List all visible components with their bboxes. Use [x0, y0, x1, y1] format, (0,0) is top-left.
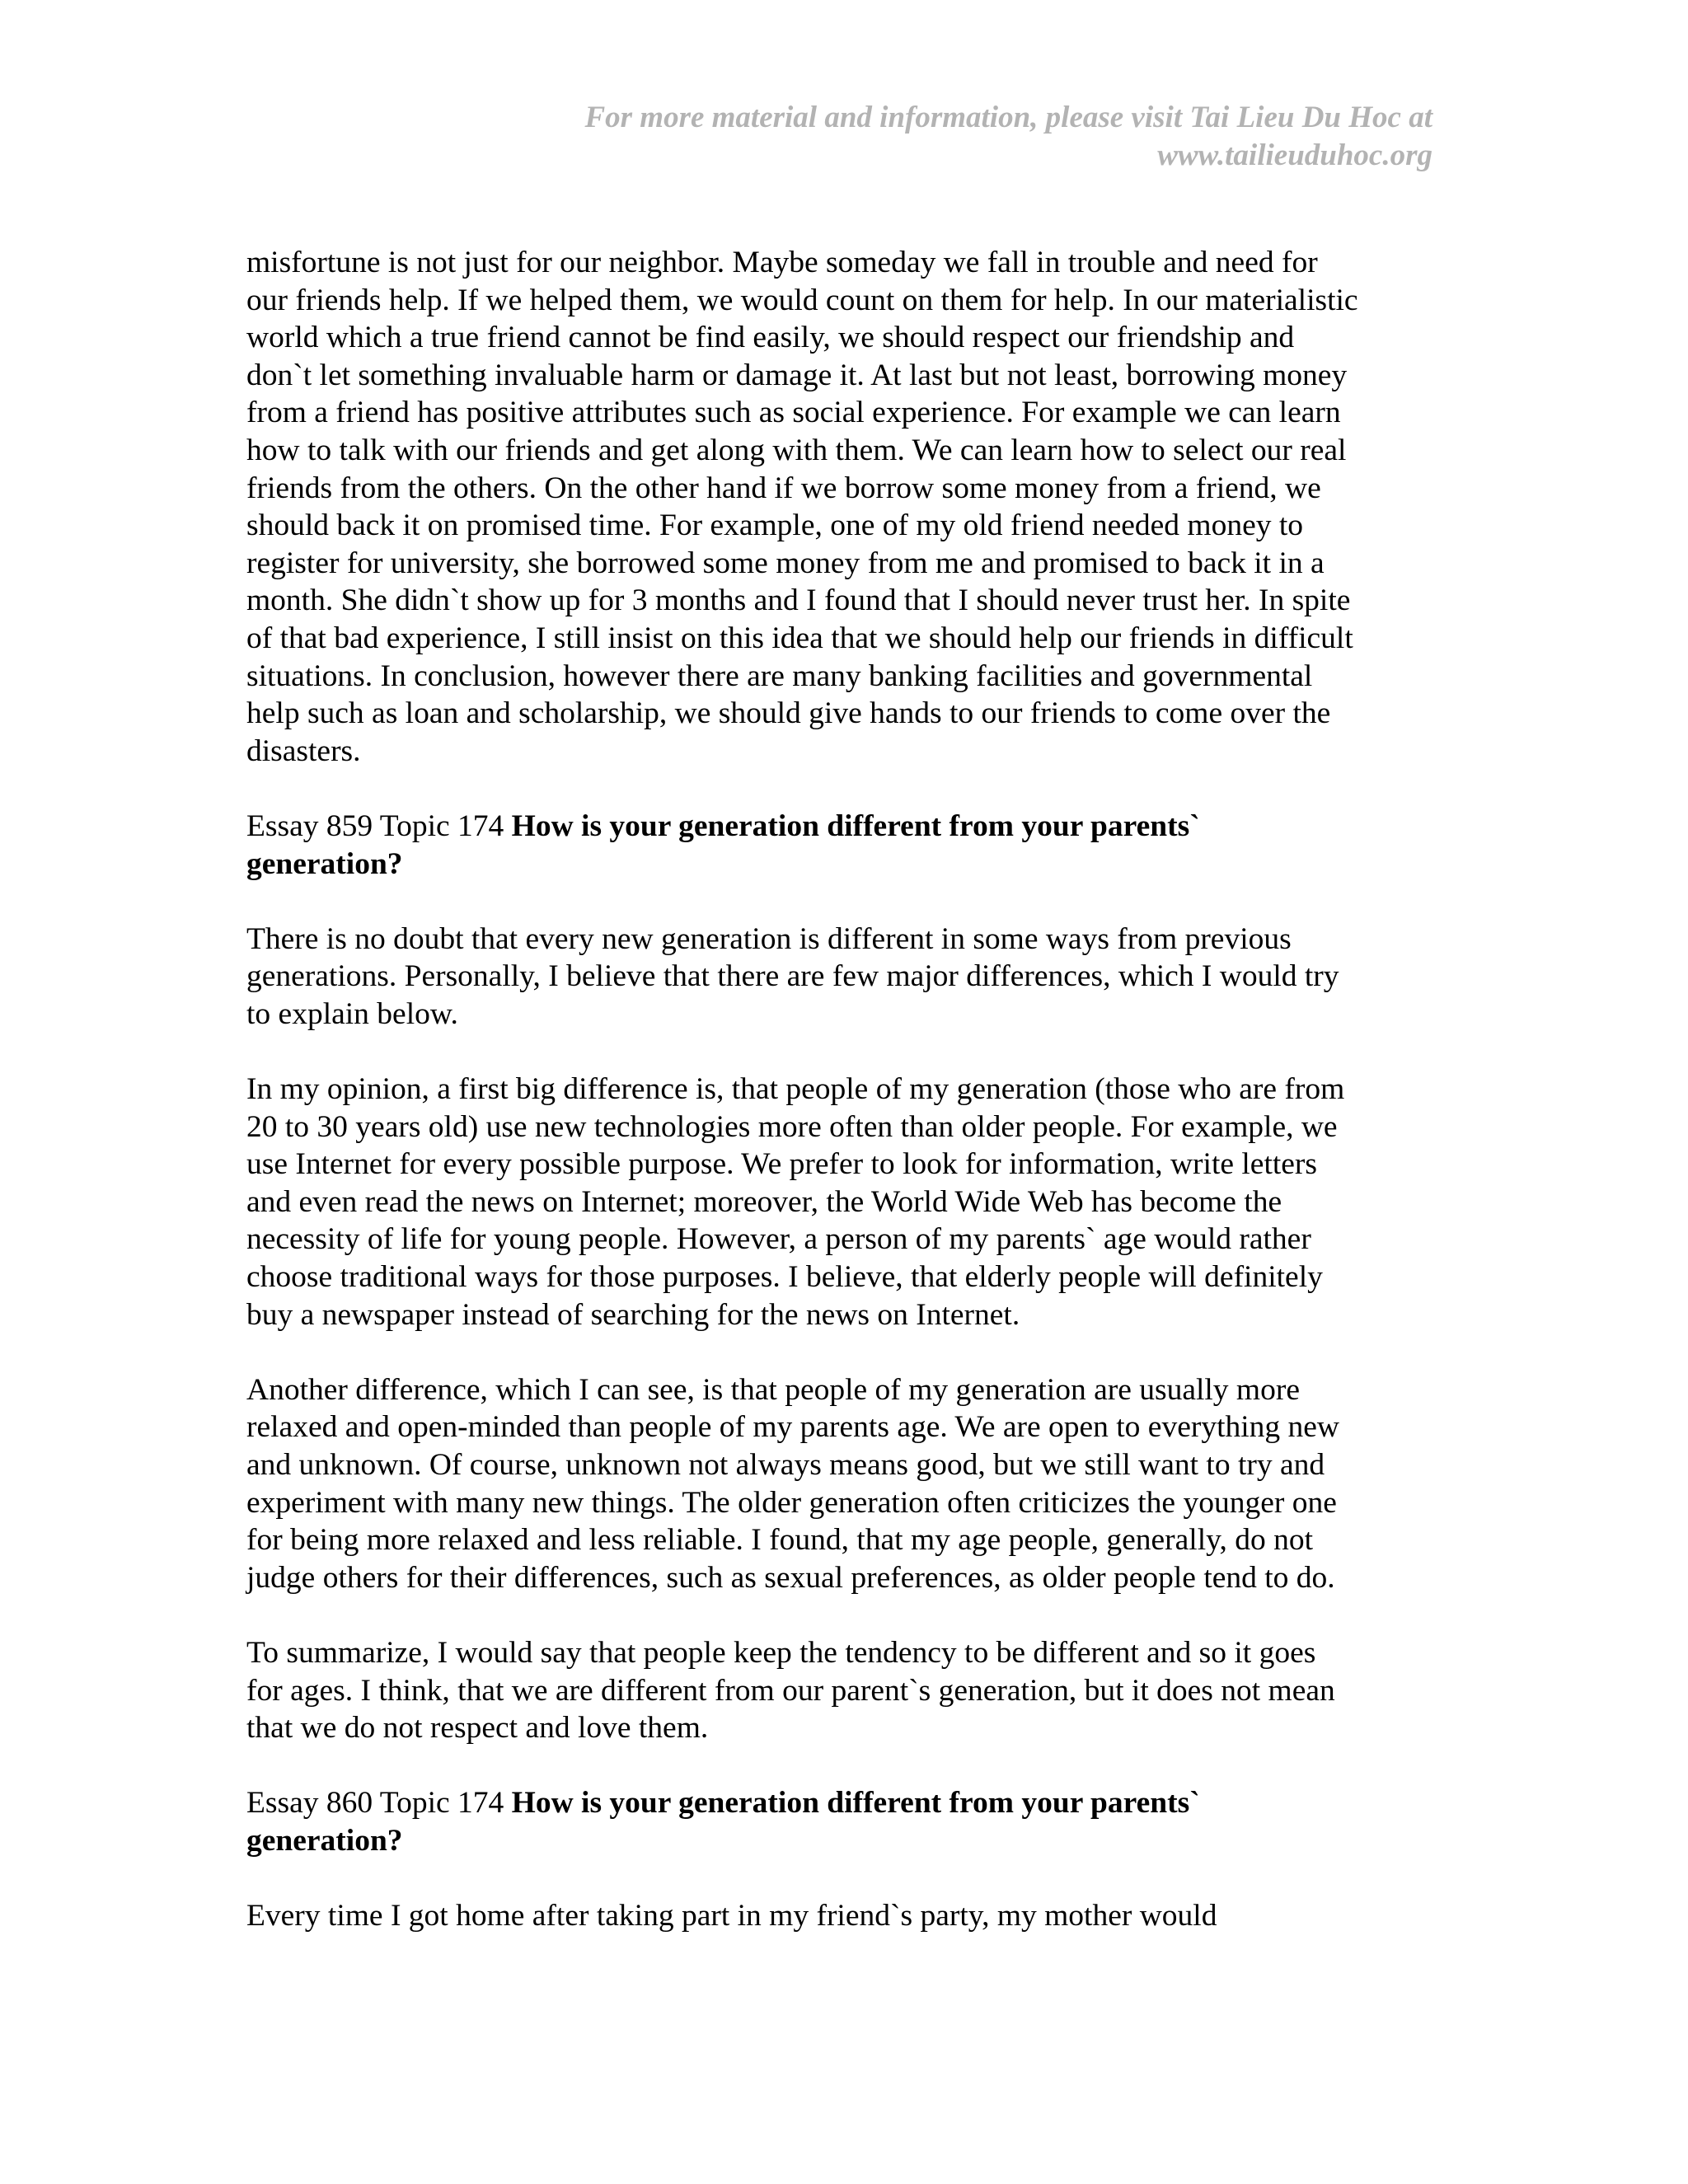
- header-line-1: For more material and information, please visit Tai Lieu Du Hoc at: [584, 101, 1432, 134]
- paragraph: [246, 1371, 1442, 1597]
- essay-label: Essay 859 Topic 174: [246, 808, 512, 843]
- text-line: world which a true friend cannot be find easily, we should respect our friendship and: [246, 321, 1295, 355]
- text-line: misfortune is not just for our neighbor. Maybe someday we fall in trouble and need for: [246, 246, 1318, 279]
- topic-title: How is your generation different from your parents`: [511, 808, 1200, 843]
- text-line: buy a newspaper instead of searching for the news on Internet.: [246, 1297, 1020, 1332]
- text-line: register for university, she borrowed some money from me and promised to back it in a: [246, 546, 1325, 580]
- text-line: of that bad experience, I still insist on this idea that we should help our friends in difficult: [246, 621, 1353, 655]
- text-line: disasters.: [246, 733, 361, 768]
- text-line: should back it on promised time. For example, one of my old friend needed money to: [246, 509, 1304, 543]
- text-line: don`t let something invaluable harm or damage it. At last but not least, borrowing money: [246, 358, 1348, 392]
- topic-title-continued: generation?: [246, 846, 403, 881]
- paragraph: [246, 921, 1442, 1033]
- essay-heading: [246, 1784, 1442, 1859]
- paragraph: [246, 244, 1442, 770]
- text-line: for being more relaxed and less reliable. I found, that my age people, generally, do not: [246, 1523, 1313, 1558]
- text-line: generations. Personally, I believe that there are few major differences, which I would try: [246, 959, 1339, 994]
- text-line: judge others for their differences, such as sexual preferences, as older people tend to do.: [246, 1560, 1335, 1595]
- essay-heading-line: [246, 1784, 1442, 1822]
- text-line: and even read the news on Internet; moreover, the World Wide Web has become the: [246, 1184, 1282, 1219]
- essay-label: Essay 860 Topic 174: [246, 1786, 512, 1821]
- text-line: Every time I got home after taking part in my friend`s party, my mother would: [246, 1899, 1217, 1933]
- text-line: 20 to 30 years old) use new technologies more often than older people. For example, we: [246, 1109, 1338, 1144]
- text-line: relaxed and open-minded than people of my parents age. We are open to everything new: [246, 1410, 1340, 1445]
- text-line: choose traditional ways for those purposes. I believe, that elderly people will definitely: [246, 1260, 1323, 1295]
- essay-heading: [246, 808, 1442, 883]
- text-line: month. She didn`t show up for 3 months and I found that I should never trust her. In spite: [246, 583, 1351, 618]
- text-line: help such as loan and scholarship, we should give hands to our friends to come over the: [246, 696, 1331, 731]
- text-line: Another difference, which I can see, is that people of my generation are usually more: [246, 1372, 1300, 1407]
- text-line: experiment with many new things. The older generation often criticizes the younger one: [246, 1485, 1337, 1520]
- document-body: [246, 244, 1442, 1972]
- topic-title-continued: generation?: [246, 1823, 403, 1858]
- paragraph: [246, 1897, 1442, 1935]
- text-line: use Internet for every possible purpose. We prefer to look for information, write letters: [246, 1147, 1318, 1182]
- paragraph: [246, 1071, 1442, 1333]
- text-line: necessity of life for young people. However, a person of my parents` age would rather: [246, 1222, 1311, 1257]
- text-line: our friends help. If we helped them, we would count on them for help. In our materialistic: [246, 283, 1358, 317]
- text-line: and unknown. Of course, unknown not always means good, but we still want to try and: [246, 1448, 1325, 1482]
- text-line: In my opinion, a first big difference is, that people of my generation (those who are from: [246, 1072, 1345, 1107]
- page-header: [443, 99, 1432, 175]
- text-line: to explain below.: [246, 996, 458, 1031]
- essay-heading-line: [246, 808, 1442, 846]
- text-line: situations. In conclusion, however there are many banking facilities and governmental: [246, 658, 1313, 693]
- header-line-2: www.tailieuduhoc.org: [1157, 138, 1432, 172]
- text-line: There is no doubt that every new generation is different in some ways from previous: [246, 921, 1292, 956]
- text-line: To summarize, I would say that people keep the tendency to be different and so it goes: [246, 1635, 1316, 1670]
- text-line: from a friend has positive attributes such as social experience. For example we can learn: [246, 396, 1341, 430]
- text-line: how to talk with our friends and get along with them. We can learn how to select our real: [246, 433, 1347, 467]
- topic-title: How is your generation different from your parents`: [511, 1786, 1200, 1821]
- paragraph: [246, 1634, 1442, 1747]
- text-line: friends from the others. On the other hand if we borrow some money from a friend, we: [246, 471, 1321, 505]
- text-line: for ages. I think, that we are different from our parent`s generation, but it does not mean: [246, 1673, 1335, 1708]
- text-line: that we do not respect and love them.: [246, 1711, 709, 1746]
